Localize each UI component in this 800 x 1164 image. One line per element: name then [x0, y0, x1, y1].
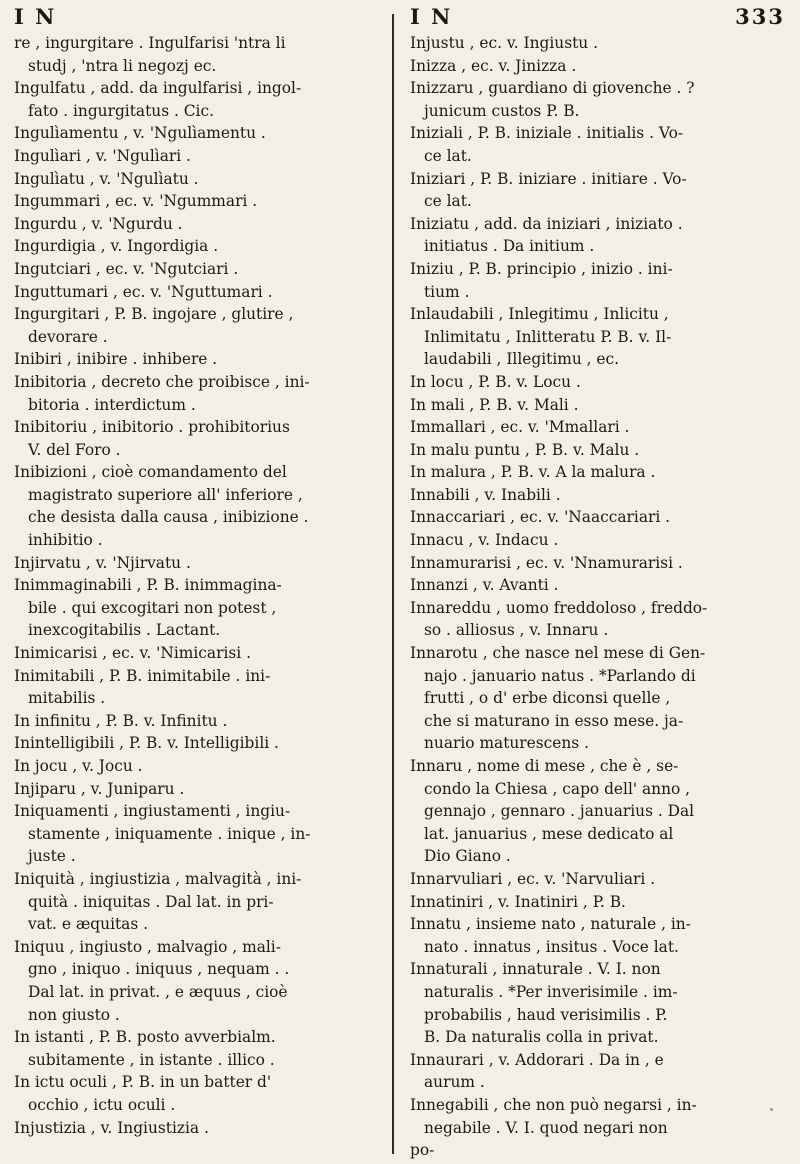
entry-line: che desista dalla causa , inibizione .	[28, 508, 309, 527]
entry-line: condo la Chiesa , capo dell' anno ,	[424, 779, 691, 798]
entry-line: Innacu , v. Indacu .	[410, 531, 559, 550]
entry-line: Injustizia , v. Ingiustizia .	[14, 1118, 209, 1137]
entry-line: inexcogitabilis . Lactant.	[28, 621, 221, 640]
entry-line: Innaru , nome di mese , che è , se-	[410, 757, 679, 775]
entry-line: laudabili , Illegitimu , ec.	[424, 350, 620, 369]
entry-line: Ingulìari , v. 'Ngulìari .	[14, 146, 191, 165]
entry-line: Inintelligibili , P. B. v. Intelligibili .	[14, 734, 279, 753]
entry-line: Innaurari , v. Addorari . Da in , e	[410, 1050, 664, 1069]
entry-line: Innegabili , che non può negarsi , in-	[410, 1095, 697, 1114]
entry-line: Inibizioni , cioè comandamento del	[14, 463, 287, 482]
entry-line: non giusto .	[28, 1005, 120, 1024]
entry-line: occhio , ictu oculi .	[28, 1095, 176, 1114]
entry-line: re , ingurgitare . Ingulfarisi 'ntra li	[14, 34, 286, 52]
entry-line: frutti , o d' erbe diconsi quelle ,	[424, 689, 671, 708]
right-column	[410, 32, 785, 1162]
entry-line: Inimitabili , P. B. inimitabile . ini-	[14, 666, 271, 685]
entry-line: Dal lat. in privat. , e æquus , cioè	[28, 982, 288, 1001]
entry-line: Iniziu , P. B. principio , inizio . ini-	[410, 259, 673, 278]
entry-line: Innabili , v. Inabili .	[410, 485, 561, 504]
entry-line: studj , 'ntra li negozj ec.	[28, 56, 217, 75]
entry-line: mitabilis .	[28, 689, 106, 708]
entry-line: so . alliosus , v. Innaru .	[424, 621, 609, 640]
entry-line: nato . innatus , insitus . Voce lat.	[424, 937, 679, 956]
entry-line: Innanzi , v. Avanti .	[410, 576, 559, 595]
entry-line: Ingummari , ec. v. 'Ngummari .	[14, 192, 258, 211]
entry-line: lat. januarius , mese dedicato al	[424, 824, 674, 843]
entry-line: vat. e æquitas .	[28, 915, 149, 934]
entry-line: negabile . V. I. quod negari non	[424, 1118, 668, 1137]
entry-line: devorare .	[28, 327, 108, 346]
entry-line: Ingurgitari , P. B. ingojare , glutire ,	[14, 305, 294, 324]
entry-line: Innatiniri , v. Inatiniri , P. B.	[410, 892, 626, 911]
column-divider	[392, 14, 394, 1154]
entry-line: In istanti , P. B. posto avverbialm.	[14, 1028, 276, 1047]
entry-line: quità . iniquitas . Dal lat. in pri-	[28, 892, 274, 911]
entry-line: Ingulìamentu , v. 'Ngulìamentu .	[14, 124, 266, 143]
running-head-left-text: I N	[14, 4, 57, 29]
entry-line: In locu , P. B. v. Locu .	[410, 372, 581, 391]
entry-line: stamente , iniquamente . inique , in-	[28, 824, 311, 843]
entry-line: aurum .	[424, 1073, 485, 1092]
entry-line: Innarvuliari , ec. v. 'Narvuliari .	[410, 869, 656, 888]
entry-line: Inizza , ec. v. Jinizza .	[410, 56, 577, 75]
entry-line: Innamurarisi , ec. v. 'Nnamurarisi .	[410, 553, 683, 572]
left-column	[14, 32, 374, 1139]
entry-line: Innaccariari , ec. v. 'Naaccariari .	[410, 508, 671, 527]
entry-line: B. Da naturalis colla in privat.	[424, 1028, 659, 1047]
entry-line: Dio Giano .	[424, 847, 511, 866]
entry-line: Innareddu , uomo freddoloso , freddo-	[410, 598, 708, 617]
entry-line: Ingulìatu , v. 'Ngulìatu .	[14, 169, 199, 188]
entry-line: In malu puntu , P. B. v. Malu .	[410, 440, 640, 459]
entry-line: probabilis , haud verisimilis . P.	[424, 1005, 668, 1024]
entry-line: inhibitio .	[28, 531, 103, 550]
entry-line: subitamente , in istante . illico .	[28, 1050, 275, 1069]
entry-line: naturalis . *Per inverisimile . im-	[424, 982, 678, 1001]
page-number: 333	[735, 4, 785, 29]
entry-line: Iniquamenti , ingiustamenti , ingiu-	[14, 802, 291, 821]
entry-line: Injustu , ec. v. Ingiustu .	[410, 34, 598, 52]
entry-line: Inimmaginabili , P. B. inimmagina-	[14, 576, 282, 595]
entry-line: gennajo , gennaro . januarius . Dal	[424, 802, 695, 821]
entry-line: fato . ingurgitatus . Cic.	[28, 101, 214, 120]
entry-line: Iniziali , P. B. iniziale . initialis . Vo-	[410, 124, 684, 143]
entry-line: Immallari , ec. v. 'Mmallari .	[410, 418, 630, 437]
entry-line: ce lat.	[424, 146, 472, 165]
entry-line: Inimicarisi , ec. v. 'Nimicarisi .	[14, 644, 251, 663]
entry-line: juste .	[28, 847, 76, 866]
running-head-right-text: I N	[410, 4, 453, 29]
entry-line: Innatu , insieme nato , naturale , in-	[410, 915, 691, 934]
entry-line: che si maturano in esso mese. ja-	[424, 711, 684, 730]
entry-line: Injirvatu , v. 'Njirvatu .	[14, 553, 191, 572]
entry-line: tium .	[424, 282, 470, 301]
entry-line: Inguttumari , ec. v. 'Nguttumari .	[14, 282, 273, 301]
entry-line: junicum custos P. B.	[424, 101, 580, 120]
paper-speck	[770, 1108, 773, 1111]
entry-line: In infinitu , P. B. v. Infinitu .	[14, 711, 228, 730]
entry-line: V. del Foro .	[28, 440, 121, 459]
entry-line: magistrato superiore all' inferiore ,	[28, 485, 303, 504]
entry-line: In mali , P. B. v. Mali .	[410, 395, 579, 414]
entry-line: bitoria . interdictum .	[28, 395, 196, 414]
entry-line: Iniquu , ingiusto , malvagio , mali-	[14, 937, 281, 956]
entry-line: Ingurdu , v. 'Ngurdu .	[14, 214, 183, 233]
entry-line: Ingutciari , ec. v. 'Ngutciari .	[14, 259, 239, 278]
entry-line: Innarotu , che nasce nel mese di Gen-	[410, 644, 706, 663]
entry-line: najo . januario natus . *Parlando di	[424, 666, 696, 685]
entry-line: In jocu , v. Jocu .	[14, 757, 143, 775]
entry-line: Ingurdigia , v. Ingordigia .	[14, 237, 219, 256]
entry-line: Injiparu , v. Juniparu .	[14, 779, 185, 798]
entry-line: In ictu oculi , P. B. in un batter d'	[14, 1073, 272, 1092]
entry-line: ce lat.	[424, 192, 472, 211]
entry-line: Inibiri , inibire . inhibere .	[14, 350, 218, 369]
entry-line: initiatus . Da initium .	[424, 237, 595, 256]
entry-line: Iniziari , P. B. iniziare . initiare . Vo-	[410, 169, 687, 188]
entry-line: Inibitoria , decreto che proibisce , ini-	[14, 372, 310, 391]
entry-line: Ingulfatu , add. da ingulfarisi , ingol-	[14, 79, 302, 98]
entry-line: Inlaudabili , Inlegitimu , Inlicitu ,	[410, 305, 669, 324]
entry-line: Inlimitatu , Inlitteratu P. B. v. Il-	[424, 327, 672, 346]
entry-line: In malura , P. B. v. A la malura .	[410, 463, 656, 482]
entry-line: Inizzaru , guardiano di giovenche . ?	[410, 79, 695, 98]
entry-line: gno , iniquo . iniquus , nequam . .	[28, 960, 290, 979]
entry-line: po-	[410, 1141, 435, 1160]
entry-line: Innaturali , innaturale . V. I. non	[410, 960, 661, 979]
entry-line: bile . qui excogitari non potest ,	[28, 598, 277, 617]
entry-line: Inibitoriu , inibitorio . prohibitorius	[14, 418, 290, 437]
entry-line: nuario maturescens .	[424, 734, 589, 753]
entry-line: Iniziatu , add. da iniziari , iniziato .	[410, 214, 683, 233]
entry-line: Iniquità , ingiustizia , malvagità , ini-	[14, 869, 302, 888]
